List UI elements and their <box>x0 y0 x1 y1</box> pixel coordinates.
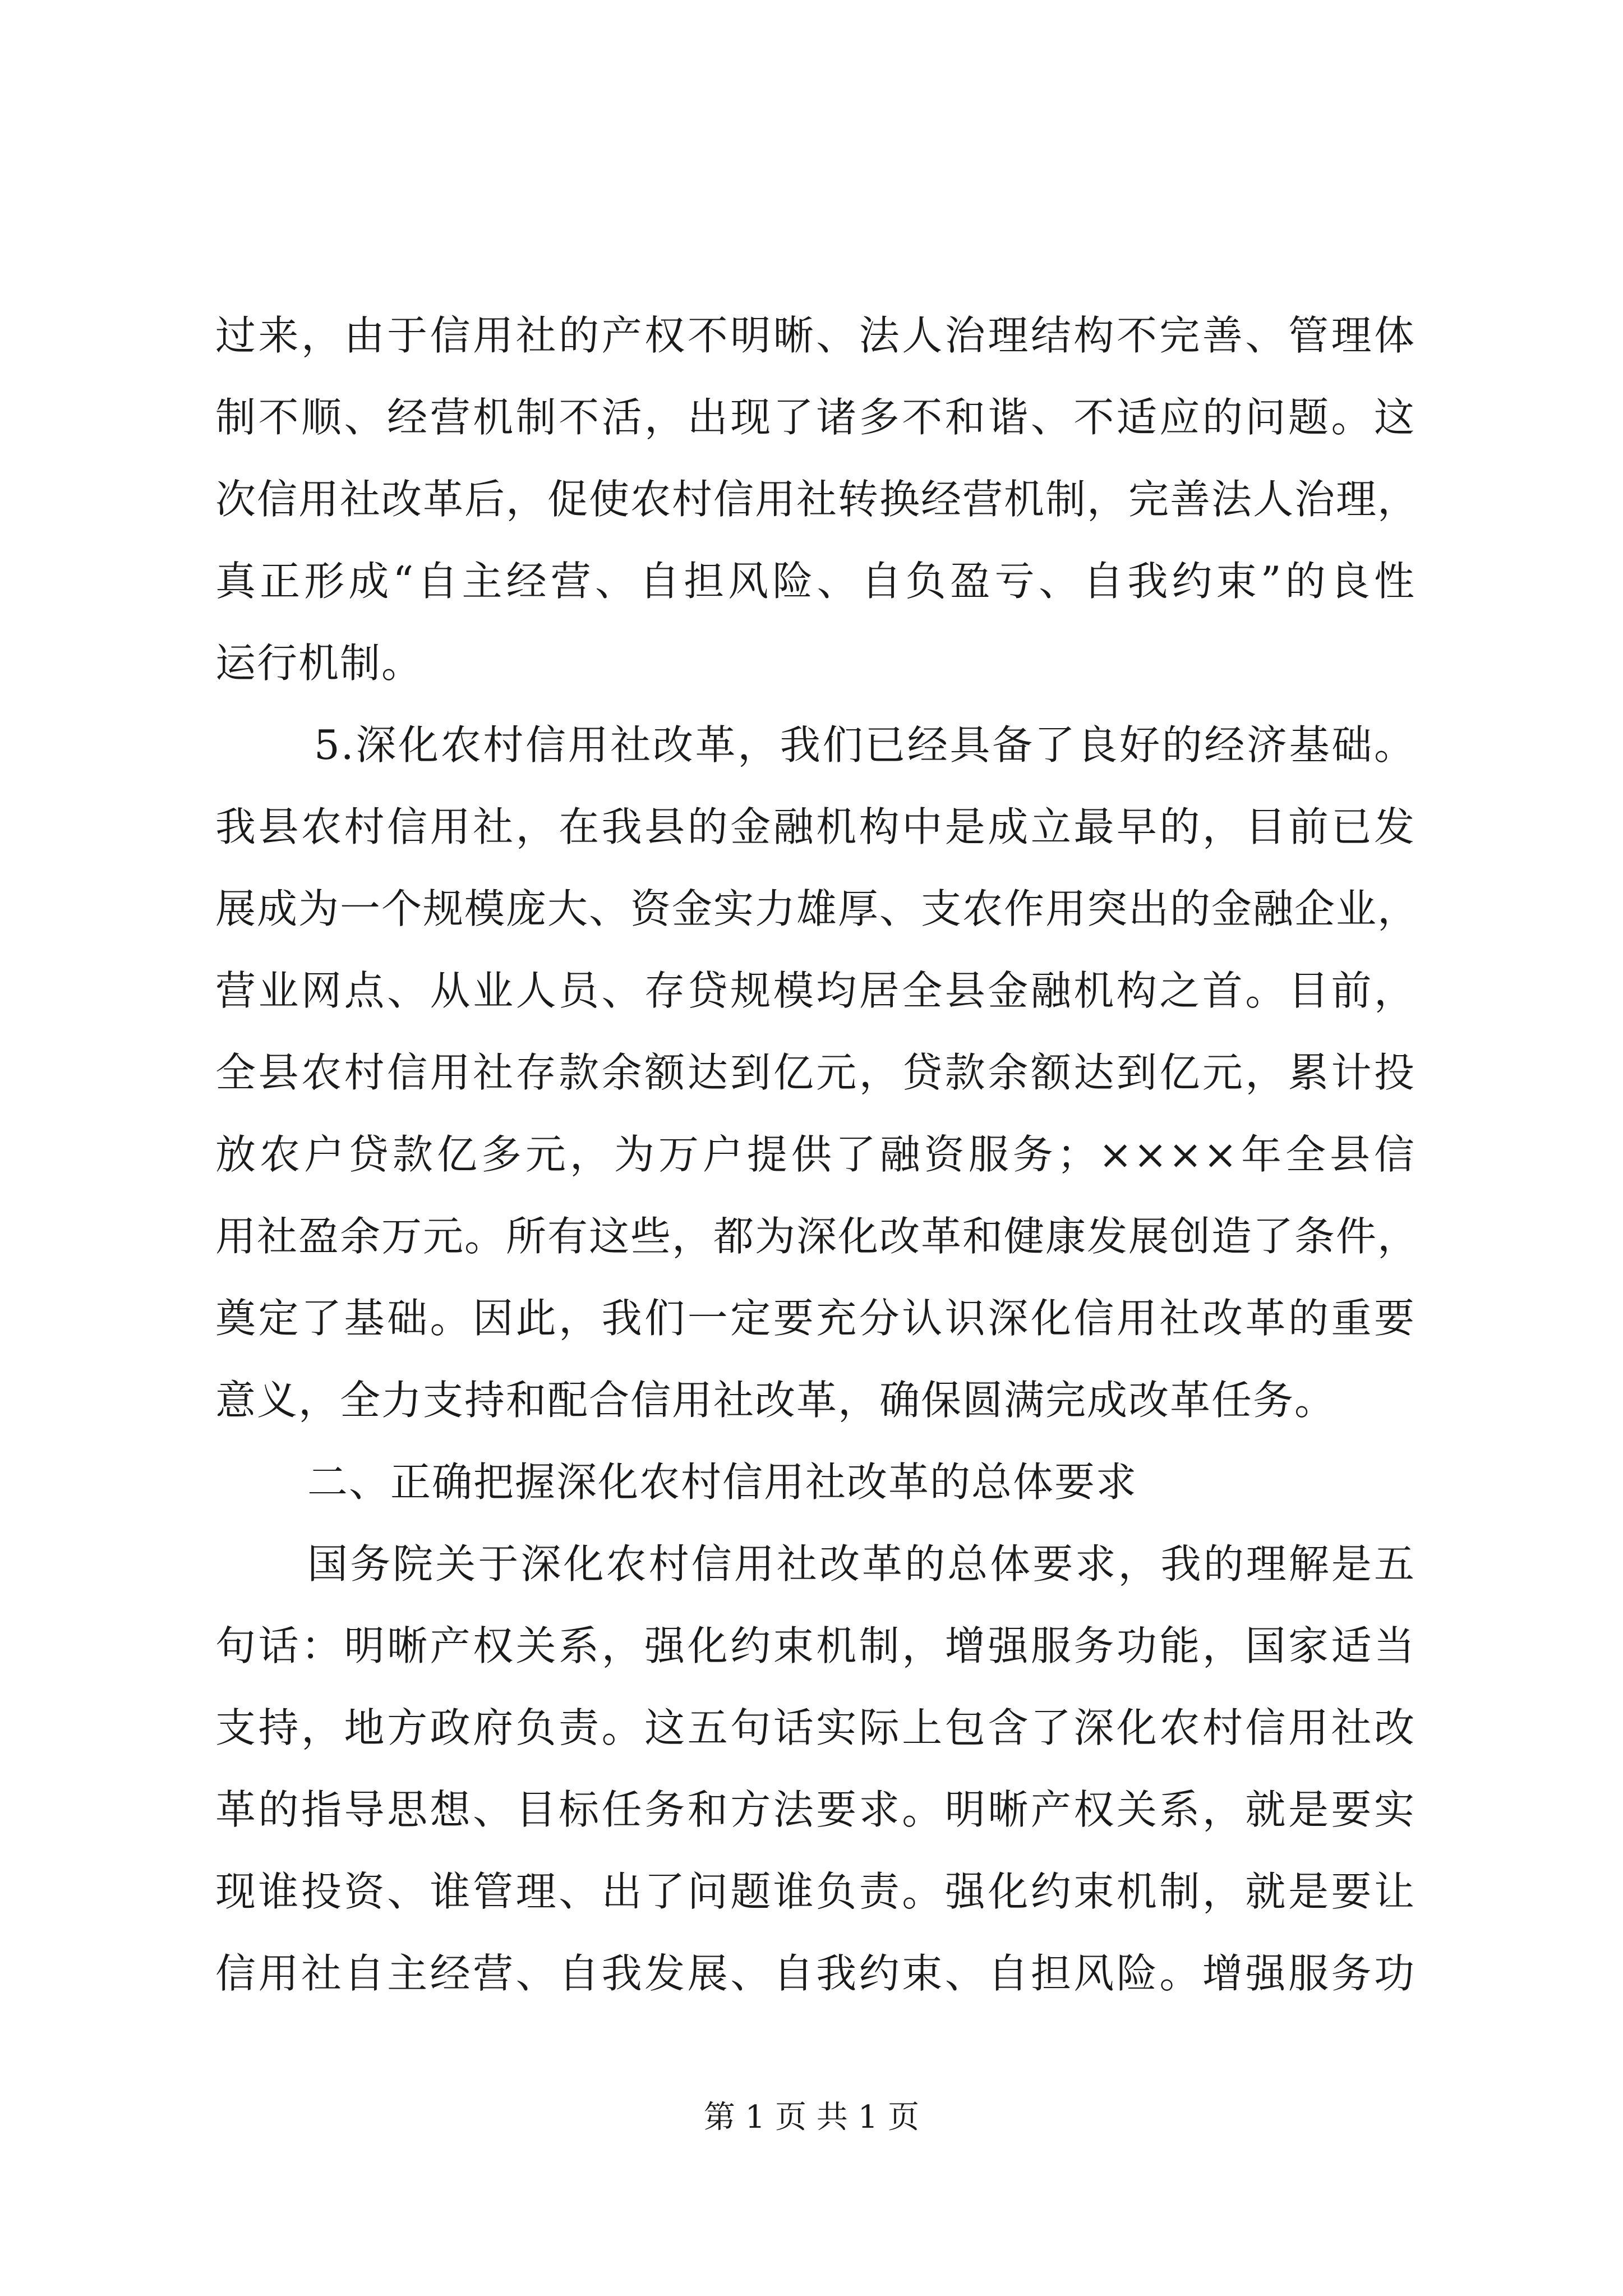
body-line-7: 我县农村信用社，在我县的金融机构中是成立最早的，目前已发 <box>215 803 1415 850</box>
body-line-11: 放农户贷款亿多元，为万户提供了融资服务；××××年全县信 <box>215 1131 1415 1178</box>
body-line-20: 现谁投资、谁管理、出了问题谁负责。强化约束机制，就是要让 <box>215 1868 1415 1915</box>
body-line-5: 运行机制。 <box>215 639 423 687</box>
body-line-19: 革的指导思想、目标任务和方法要求。明晰产权关系，就是要实 <box>215 1786 1415 1833</box>
section-heading: 二、正确把握深化农村信用社改革的总体要求 <box>307 1458 1138 1506</box>
body-line-9: 营业网点、从业人员、存贷规模均居全县金融机构之首。目前， <box>215 967 1415 1014</box>
body-line-16: 国务院关于深化农村信用社改革的总体要求，我的理解是五 <box>307 1540 1415 1588</box>
body-line-1: 过来，由于信用社的产权不明晰、法人治理结构不完善、管理体 <box>215 312 1415 359</box>
page-number-footer: 第 1 页 共 1 页 <box>703 2099 920 2136</box>
body-line-12: 用社盈余万元。所有这些，都为深化改革和健康发展创造了条件， <box>215 1213 1419 1260</box>
body-line-4: 真正形成“自主经营、自担风险、自负盈亏、自我约束”的良性 <box>215 558 1415 605</box>
body-line-17: 句话：明晰产权关系，强化约束机制，增强服务功能，国家适当 <box>215 1622 1415 1669</box>
body-line-6: 5.深化农村信用社改革，我们已经具备了良好的经济基础。 <box>314 721 1415 769</box>
body-line-18: 支持，地方政府负责。这五句话实际上包含了深化农村信用社改 <box>215 1704 1415 1751</box>
body-line-10: 全县农村信用社存款余额达到亿元，贷款余额达到亿元，累计投 <box>215 1049 1415 1096</box>
body-line-2: 制不顺、经营机制不活，出现了诸多不和谐、不适应的问题。这 <box>215 394 1415 441</box>
body-line-8: 展成为一个规模庞大、资金实力雄厚、支农作用突出的金融企业， <box>215 885 1419 932</box>
body-line-14: 意义，全力支持和配合信用社改革，确保圆满完成改革任务。 <box>215 1377 1336 1424</box>
body-line-13: 奠定了基础。因此，我们一定要充分认识深化信用社改革的重要 <box>215 1295 1415 1342</box>
body-line-21: 信用社自主经营、自我发展、自我约束、自担风险。增强服务功 <box>215 1950 1415 1997</box>
body-line-3: 次信用社改革后，促使农村信用社转换经营机制，完善法人治理， <box>215 476 1419 523</box>
